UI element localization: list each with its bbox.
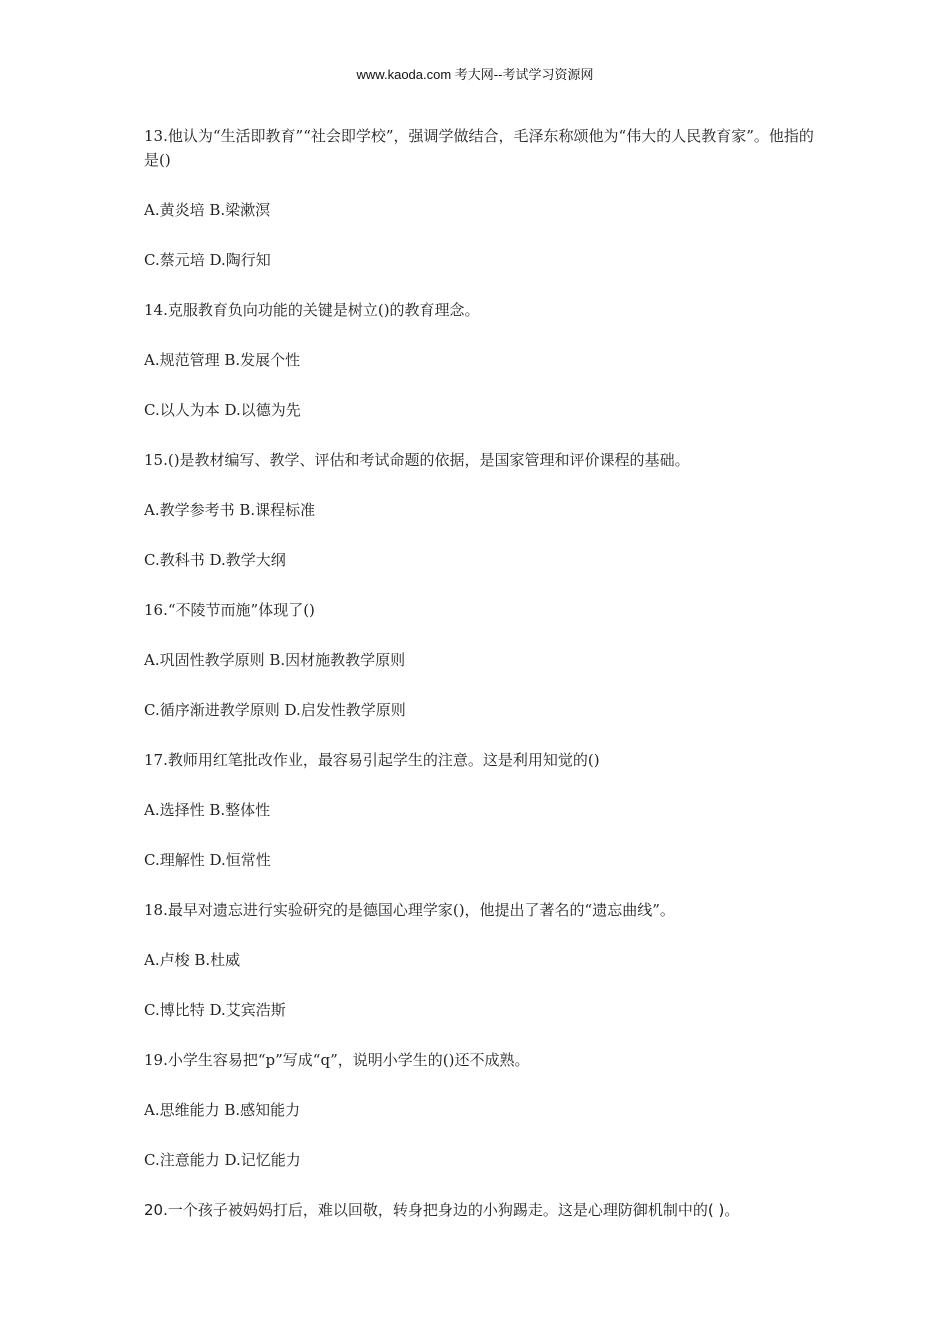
question-18: 18.最早对遗忘进行实验研究的是德国心理学家()，他提出了著名的“遗忘曲线”。 bbox=[144, 901, 675, 919]
question-15-options-cd: C.教科书 D.教学大纲 bbox=[144, 551, 286, 569]
question-17: 17.教师用红笔批改作业，最容易引起学生的注意。这是利用知觉的() bbox=[144, 751, 600, 769]
question-17-options-ab: A.选择性 B.整体性 bbox=[144, 801, 271, 819]
question-17-options-cd: C.理解性 D.恒常性 bbox=[144, 851, 271, 869]
question-19-options-cd: C.注意能力 D.记忆能力 bbox=[144, 1151, 301, 1169]
question-14-options-ab: A.规范管理 B.发展个性 bbox=[144, 351, 301, 369]
page-header: www.kaoda.com 考大网--考试学习资源网 bbox=[356, 67, 594, 82]
question-18-options-cd: C.博比特 D.艾宾浩斯 bbox=[144, 1001, 286, 1019]
question-19-options-ab: A.思维能力 B.感知能力 bbox=[144, 1101, 301, 1119]
question-13: 13.他认为“生活即教育”“社会即学校”，强调学做结合，毛泽东称颂他为“伟大的人民教育家”。他指的是() bbox=[144, 127, 814, 169]
question-list bbox=[144, 124, 820, 1248]
question-14-options-cd: C.以人为本 D.以德为先 bbox=[144, 401, 301, 419]
question-20: 20.一个孩子被妈妈打后，难以回敬，转身把身边的小狗踢走。这是心理防御机制中的( )。 bbox=[144, 1201, 740, 1219]
question-13-options-ab: A.黄炎培 B.梁漱溟 bbox=[144, 201, 271, 219]
question-19: 19.小学生容易把“p”写成“q”，说明小学生的()还不成熟。 bbox=[144, 1051, 530, 1069]
question-16: 16.“不陵节而施”体现了() bbox=[144, 601, 315, 619]
question-18-options-ab: A.卢梭 B.杜威 bbox=[144, 951, 241, 969]
question-16-options-cd: C.循序渐进教学原则 D.启发性教学原则 bbox=[144, 701, 406, 719]
question-15-options-ab: A.教学参考书 B.课程标准 bbox=[144, 501, 316, 519]
question-13-options-cd: C.蔡元培 D.陶行知 bbox=[144, 251, 271, 269]
question-15: 15.()是教材编写、教学、评估和考试命题的依据，是国家管理和评价课程的基础。 bbox=[144, 451, 690, 469]
question-14: 14.克服教育负向功能的关键是树立()的教育理念。 bbox=[144, 301, 480, 319]
question-16-options-ab: A.巩固性教学原则 B.因材施教教学原则 bbox=[144, 651, 406, 669]
